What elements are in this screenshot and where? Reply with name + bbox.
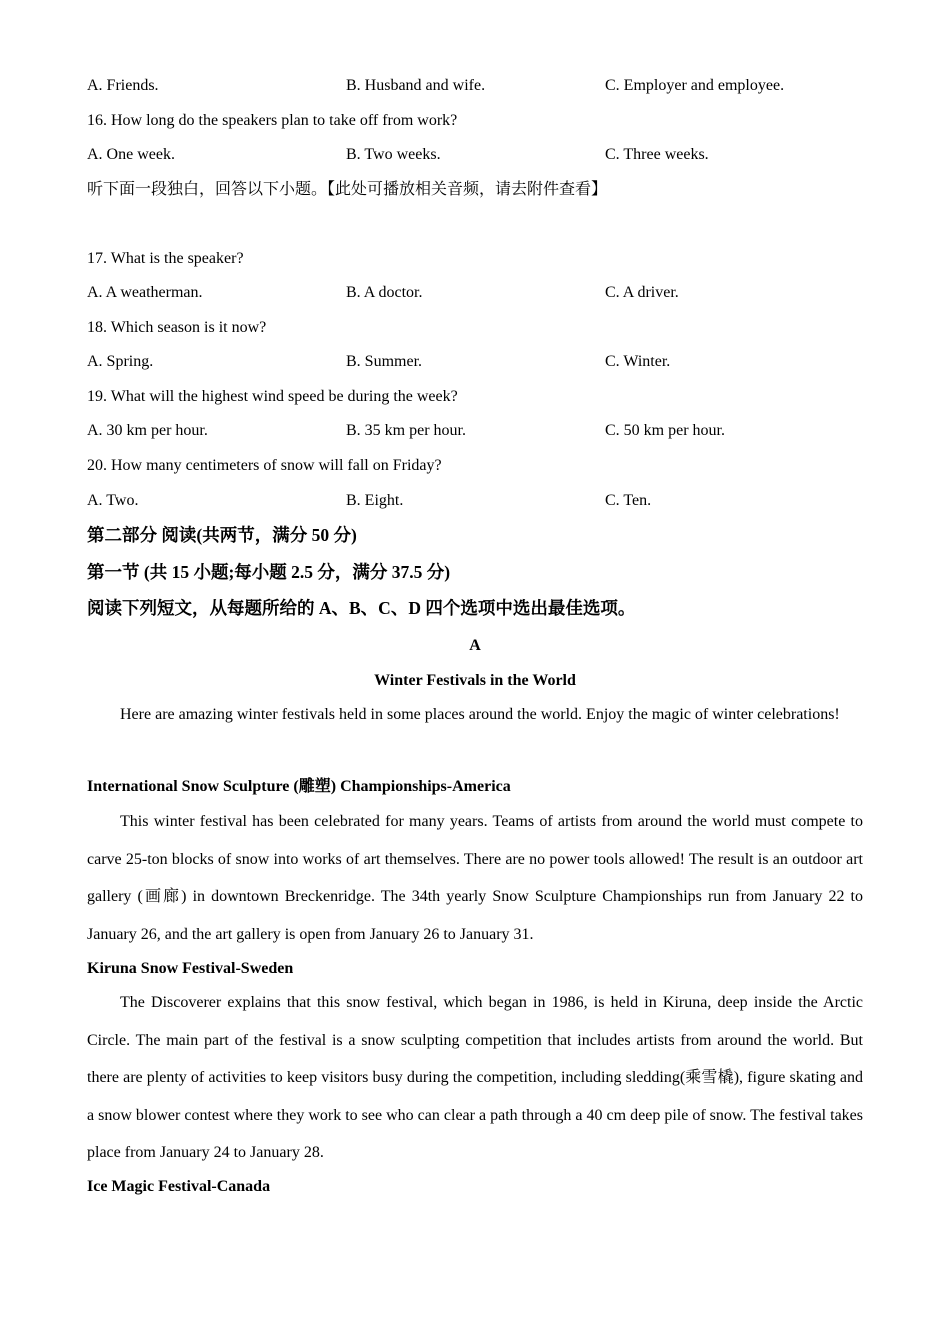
festival-heading-america: International Snow Sculpture (雕塑) Championships-America [87, 778, 511, 795]
q18-question: 18. Which season is it now? [87, 319, 267, 336]
q17-question: 17. What is the speaker? [87, 250, 244, 267]
q19-option-a: A. 30 km per hour. [87, 422, 208, 439]
q20-option-c: C. Ten. [605, 492, 652, 509]
q15-option-a: A. Friends. [87, 77, 159, 94]
q18-option-b: B. Summer. [346, 353, 423, 370]
q20-option-a: A. Two. [87, 492, 139, 509]
festival-paragraph-america: This winter festival has been celebrated for many years. Teams of artists from around the world must compete to carve 25-ton blocks of snow into works of art themselves. There are no power tools allowed! The result is an outdoor art gallery (画廊) in downtown Breckenridge. The 34th yearly Snow Sculpture Championships run from January 22 to January 26, and the art gallery is open from January 26 to January 31. [87, 813, 863, 943]
section1-title: 第一节 (共 15 小题;每小题 2.5 分，满分 37.5 分) [87, 562, 451, 582]
q15-option-b: B. Husband and wife. [346, 77, 486, 94]
part2-title: 第二部分 阅读(共两节，满分 50 分) [87, 525, 357, 545]
q19-question: 19. What will the highest wind speed be during the week? [87, 388, 458, 405]
q19-option-b: B. 35 km per hour. [346, 422, 466, 439]
q18-option-c: C. Winter. [605, 353, 671, 370]
q19-option-c: C. 50 km per hour. [605, 422, 725, 439]
q20-option-b: B. Eight. [346, 492, 404, 509]
q16-option-b: B. Two weeks. [346, 146, 441, 163]
q16-option-a: A. One week. [87, 146, 175, 163]
q20-question: 20. How many centimeters of snow will fall on Friday? [87, 457, 442, 474]
passage-intro: Here are amazing winter festivals held in some places around the world. Enjoy the magic of winter celebrations! [120, 706, 840, 723]
festival-heading-canada: Ice Magic Festival-Canada [87, 1178, 271, 1195]
passage-title: Winter Festivals in the World [374, 672, 576, 689]
festival-heading-sweden: Kiruna Snow Festival-Sweden [87, 960, 294, 977]
q15-option-c: C. Employer and employee. [605, 77, 785, 94]
q17-option-b: B. A doctor. [346, 284, 423, 301]
reading-instruction: 阅读下列短文，从每题所给的 A、B、C、D 四个选项中选出最佳选项。 [87, 598, 636, 618]
festival-paragraph-sweden: The Discoverer explains that this snow festival, which began in 1986, is held in Kiruna, deep inside the Arctic Circle. The main part of the festival is a snow sculpting competition that includes artists from around the world. But there are plenty of activities to keep visitors busy during the competition, including sledding(乘雪橇), figure skating and a snow blower contest where they work to see who can clear a path through a 40 cm deep pile of snow. The festival takes place from January 24 to January 28. [87, 994, 863, 1161]
q17-option-c: C. A driver. [605, 284, 679, 301]
q17-option-a: A. A weatherman. [87, 284, 203, 301]
q16-option-c: C. Three weeks. [605, 146, 709, 163]
monologue-instruction: 听下面一段独白，回答以下小题。【此处可播放相关音频，请去附件查看】 [87, 181, 608, 198]
q18-option-a: A. Spring. [87, 353, 154, 370]
passage-letter: A [469, 637, 481, 654]
q16-question: 16. How long do the speakers plan to take off from work? [87, 112, 458, 129]
